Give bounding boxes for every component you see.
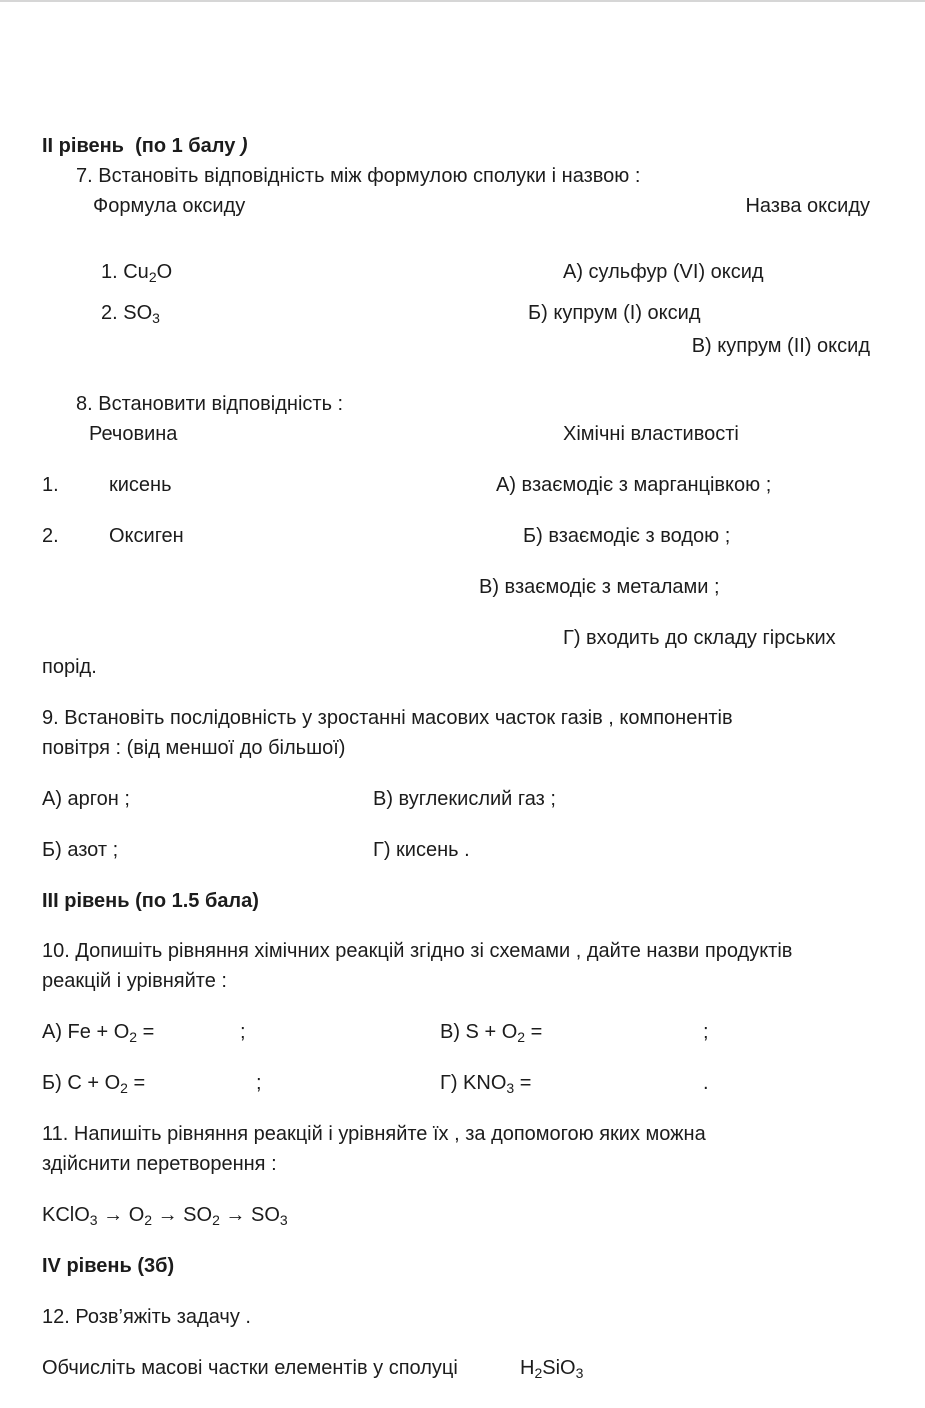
q11-chain-so3: → SO xyxy=(219,1204,280,1226)
q8-option-c: В) взаємодіє з металами ; xyxy=(479,576,720,598)
level-2-paren: ) xyxy=(240,135,248,157)
q8-column-substance: Речовина xyxy=(89,423,178,445)
q7-formula-2-text: 2. SO xyxy=(101,302,153,324)
q12-formula-sio: SiO xyxy=(542,1357,576,1379)
q7-formula-1-end: O xyxy=(156,261,173,283)
q9-option-c: В) вуглекислий газ ; xyxy=(373,788,556,810)
q11-chain-sub-4: 3 xyxy=(279,1212,288,1229)
q9-option-a: А) аргон ; xyxy=(42,788,130,810)
q10-equation-b-equals: = xyxy=(127,1072,146,1094)
q10-equation-a-equals: = xyxy=(137,1021,155,1043)
q11-transformation-chain xyxy=(42,1203,288,1227)
level-2-points: (по 1 балу xyxy=(135,135,236,157)
q11-chain-sub-3: 2 xyxy=(212,1212,220,1229)
q8-item-1: кисень xyxy=(109,474,172,496)
q8-question: 8. Встановити відповідність : xyxy=(76,393,344,415)
q10-equation-c-end: ; xyxy=(703,1021,709,1043)
page-top-border xyxy=(0,0,925,2)
q10-question-line-2: реакцій і урівняйте : xyxy=(42,970,227,992)
q11-chain-o2: → O xyxy=(97,1204,145,1226)
q10-equation-c-sub: 2 xyxy=(517,1029,526,1046)
q10-equation-a-sub: 2 xyxy=(129,1029,138,1046)
q11-chain-so2: → SO xyxy=(152,1204,213,1226)
q7-option-b: Б) купрум (І) оксид xyxy=(528,302,701,324)
q7-column-name: Назва оксиду xyxy=(745,195,870,217)
q10-equation-c-equals: = xyxy=(525,1021,543,1043)
q7-column-formula: Формула оксиду xyxy=(93,195,246,217)
level-2-title: II рівень xyxy=(42,135,124,157)
q7-question: 7. Встановіть відповідність між формулою сполуки і назвою : xyxy=(76,165,641,187)
q10-question-line-1: 10. Допишіть рівняння хімічних реакцій згідно зі схемами , дайте назви продуктів xyxy=(42,940,793,962)
level-4-heading: IV рівень (3б) xyxy=(42,1255,175,1277)
q9-question-line-2: повітря : (від меншої до більшої) xyxy=(42,737,346,759)
q10-equation-d xyxy=(440,1071,531,1095)
q7-formula-1-text: 1. Cu xyxy=(101,261,149,283)
q7-formula-2-sub: 3 xyxy=(152,310,160,327)
q11-question-line-2: здійснити перетворення : xyxy=(42,1153,277,1175)
q8-number-2: 2. xyxy=(42,525,59,547)
q11-chain-sub-1: 3 xyxy=(89,1212,98,1229)
level-3-heading: III рівень (по 1.5 бала) xyxy=(42,890,259,912)
q8-option-d: Г) входить до складу гірських xyxy=(563,627,836,649)
q8-item-2: Оксиген xyxy=(109,525,184,547)
q10-equation-d-sub: 3 xyxy=(506,1080,515,1097)
q10-equation-d-equals: = xyxy=(514,1072,532,1094)
q9-option-d: Г) кисень . xyxy=(373,839,470,861)
q10-equation-b-sub: 2 xyxy=(120,1080,128,1097)
q10-equation-c xyxy=(440,1020,542,1044)
q12-formula xyxy=(520,1356,583,1380)
q7-option-a: А) сульфур (VI) оксид xyxy=(563,261,764,283)
q12-formula-h: H xyxy=(520,1357,535,1379)
q9-option-b: Б) азот ; xyxy=(42,839,119,861)
q8-option-a: А) взаємодіє з марганцівкою ; xyxy=(496,474,772,496)
q12-formula-o-sub: 3 xyxy=(575,1365,584,1382)
q7-formula-1-sub: 2 xyxy=(148,269,157,286)
q7-formula-1 xyxy=(101,260,172,284)
q7-option-c: В) купрум (ІІ) оксид xyxy=(691,335,870,357)
q7-formula-2 xyxy=(101,301,160,325)
q10-equation-b xyxy=(42,1071,145,1095)
q10-equation-b-text: Б) C + O xyxy=(42,1072,121,1094)
q12-formula-h-sub: 2 xyxy=(534,1365,543,1382)
q8-option-d-continued: порід. xyxy=(42,656,97,678)
q10-equation-c-text: В) S + O xyxy=(440,1021,518,1043)
q10-equation-d-text: Г) KNO xyxy=(440,1072,507,1094)
q12-question: 12. Розв’яжіть задачу . xyxy=(42,1306,251,1328)
q11-question-line-1: 11. Напишіть рівняння реакцій і урівняйте їх , за допомогою яких можна xyxy=(42,1123,706,1145)
q10-equation-a xyxy=(42,1020,154,1044)
q8-number-1: 1. xyxy=(42,474,59,496)
q10-equation-d-end: . xyxy=(703,1072,709,1094)
q12-task: Обчисліть масові частки елементів у сполуці xyxy=(42,1357,458,1379)
level-2-heading xyxy=(42,134,248,158)
q8-option-b: Б) взаємодіє з водою ; xyxy=(523,525,731,547)
q10-equation-a-text: А) Fe + O xyxy=(42,1021,130,1043)
q11-chain-sub-2: 2 xyxy=(144,1212,153,1229)
q11-chain-kclo3: KClO xyxy=(42,1204,90,1226)
q10-equation-a-end: ; xyxy=(240,1021,246,1043)
q8-column-properties: Хімічні властивості xyxy=(563,423,739,445)
q9-question-line-1: 9. Встановіть послідовність у зростанні масових часток газів , компонентів xyxy=(42,707,733,729)
q10-equation-b-end: ; xyxy=(256,1072,262,1094)
